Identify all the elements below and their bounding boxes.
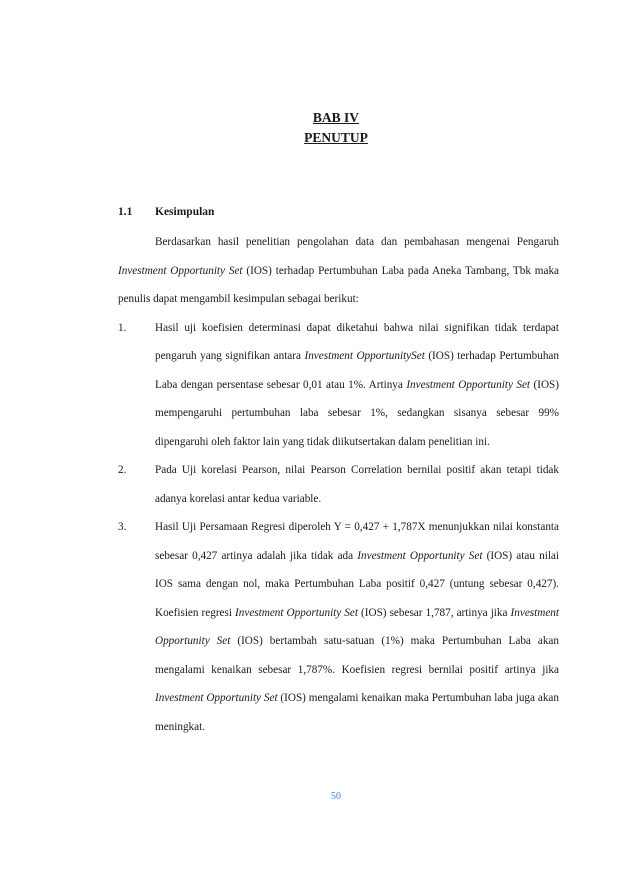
list-item	[118, 314, 559, 457]
intro-text: Berdasarkan hasil penelitian pengolahan data dan pembahasan mengenai Pengaruh	[155, 236, 559, 248]
list-item-number: 3.	[118, 521, 127, 533]
list-item	[118, 456, 559, 513]
section-heading	[118, 204, 558, 220]
page-number: 50	[331, 791, 341, 802]
list-item-text: Hasil Uji Persamaan Regresi diperoleh Y = 0,427 + 1,787X menunjukkan nilai konstanta sebesar 0,427 artinya adalah jika tidak ada Investment Opportunity Set (IOS) atau nilai IOS sama dengan nol, maka Pertumbuhan Laba positif 0,427 (untung sebesar 0,427). Koefisien regresi Investment Opportunity Set (IOS) sebesar 1,787, artinya jika Investment Opportunity Set (IOS) bertambah satu-satuan (1%) maka Pertumbuhan Laba akan mengalami kenaikan sebesar 1,787%. Koefisien regresi bernilai positif artinya jika Investment Opportunity Set (IOS) mengalami kenaikan maka Pertumbuhan laba juga akan meningkat.	[155, 521, 559, 733]
intro-text-2: (IOS) terhadap Pertumbuhan Laba pada Aneka Tambang, Tbk maka penulis dapat mengambil kesimpulan sebagai berikut:	[118, 264, 559, 305]
body-text	[118, 228, 559, 741]
chapter-title	[0, 108, 620, 148]
intro-paragraph	[118, 228, 559, 314]
chapter-name: PENUTUP	[304, 130, 368, 145]
intro-term: Investment Opportunity Set	[118, 264, 243, 277]
section-title: Kesimpulan	[155, 206, 215, 218]
chapter-number: BAB IV	[312, 110, 360, 125]
list-item-number: 2.	[118, 464, 127, 476]
list-item	[118, 513, 559, 741]
conclusion-list	[118, 314, 559, 742]
list-item-number: 1.	[118, 321, 127, 334]
section-number: 1.1	[118, 206, 133, 218]
list-item-text: Pada Uji korelasi Pearson, nilai Pearson Correlation bernilai positif akan tetapi tidak adanya korelasi antar kedua variable.	[155, 464, 559, 505]
list-item-text: Hasil uji koefisien determinasi dapat diketahui bahwa nilai signifikan tidak terdapat pengaruh yang signifikan antara Investment OpportunitySet (IOS) terhadap Pertumbuhan Laba dengan persentase sebesar 0,01 atau 1%. Artinya Investment Opportunity Set (IOS) mempengaruhi pertumbuhan laba sebesar 1%, sedangkan sisanya sebesar 99% dipengaruhi oleh faktor lain yang tidak diikutsertakan dalam penelitian ini.	[155, 321, 559, 448]
